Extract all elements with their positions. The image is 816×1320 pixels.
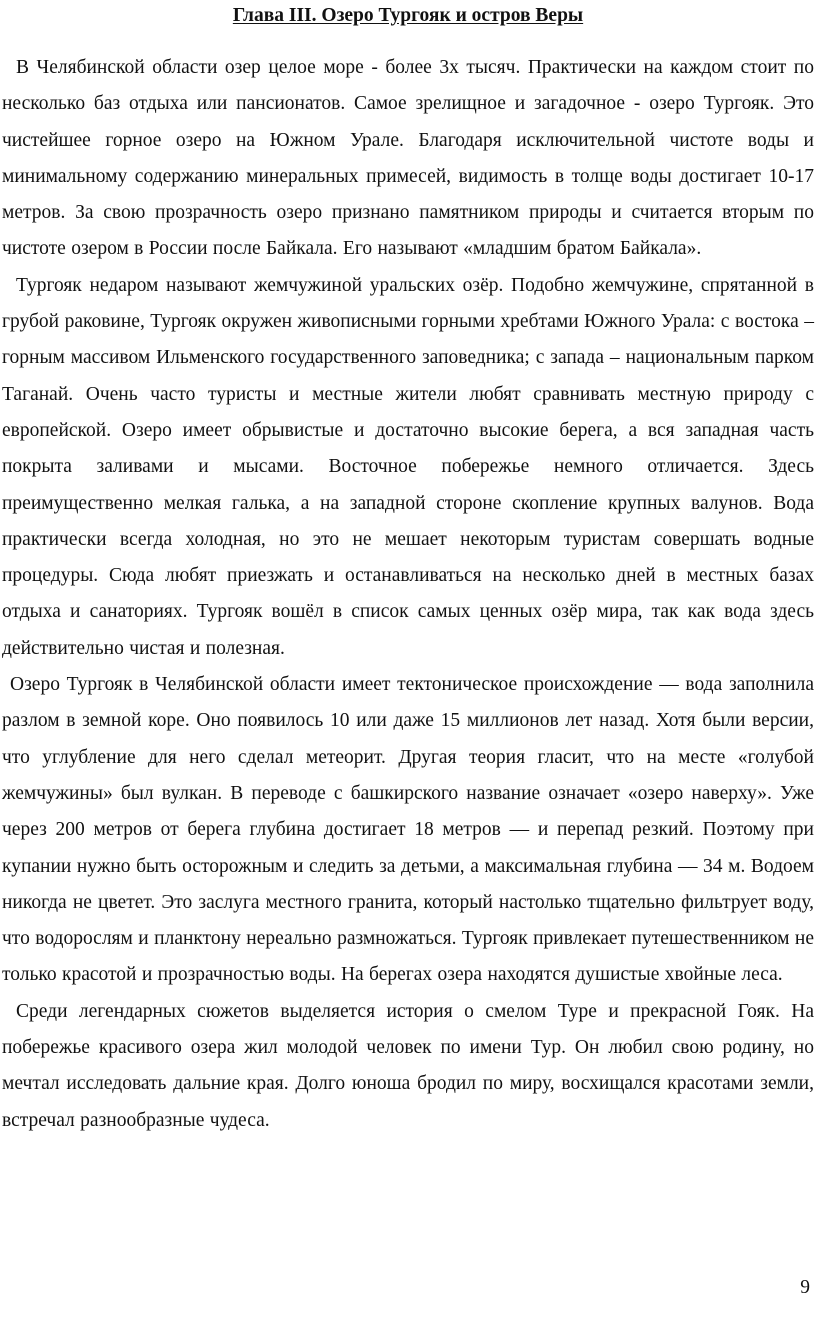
document-body [2,50,814,1139]
chapter-title [0,4,816,28]
page-number: 9 [800,1277,810,1298]
paragraph-2: Тургояк недаром называют жемчужиной уральских озёр. Подобно жемчужине, спрятанной в грубой раковине, Тургояк окружен живописными горными хребтами Южного Урала: с востока – горным массивом Ильменского государственного заповедника; с запада – национальным парком Таганай. Очень часто туристы и местные жители любят сравнивать местную природу с европейской. Озеро имеет обрывистые и достаточно высокие берега, а вся западная часть покрыта заливами и мысами. Восточное побережье немного отличается. Здесь преимущественно мелкая галька, а на западной стороне скопление крупных валунов. Вода практически всегда холодная, но это не мешает некоторым туристам совершать водные процедуры. Сюда любят приезжать и останавливаться на несколько дней в местных базах отдыха и санаториях. Тургояк вошёл в список самых ценных озёр мира, так как вода здесь действительно чистая и полезная. [2,274,814,659]
chapter-title-text: Глава III. Озеро Тургояк и остров Веры [232,5,584,26]
paragraph-1: В Челябинской области озер целое море - более 3х тысяч. Практически на каждом стоит по несколько баз отдыха или пансионатов. Самое зрелищное и загадочное - озеро Тургояк. Это чистейшее горное озеро на Южном Урале. Благодаря исключительной чистоте воды и минимальному содержанию минеральных примесей, видимость в толще воды достигает 10-17 метров. За свою прозрачность озеро признано памятником природы и считается вторым по чистоте озером в России после Байкала. Его называют «младшим братом Байкала». [2,57,814,260]
paragraph-3: Озеро Тургояк в Челябинской области имеет тектоническое происхождение — вода заполнила разлом в земной коре. Оно появилось 10 или даже 15 миллионов лет назад. Хотя были версии, что углубление для него сделал метеорит. Другая теория гласит, что на месте «голубой жемчужины» был вулкан. В переводе с башкирского название означает «озеро наверху». Уже через 200 метров от берега глубина достигает 18 метров — и перепад резкий. Поэтому при купании нужно быть осторожным и следить за детьми, а максимальная глубина — 34 м. Водоем никогда не цветет. Это заслуга местного гранита, который настолько тщательно фильтрует воду, что водорослям и планктону нереально размножаться. Тургояк привлекает путешественником не только красотой и прозрачностью воды. На берегах озера находятся душистые хвойные леса. [2,674,814,986]
paragraph-4: Среди легендарных сюжетов выделяется история о смелом Туре и прекрасной Гояк. На побережье красивого озера жил молодой человек по имени Тур. Он любил свою родину, но мечтал исследовать дальние края. Долго юноша бродил по миру, восхищался красотами земли, встречал разнообразные чудеса. [2,1000,814,1131]
